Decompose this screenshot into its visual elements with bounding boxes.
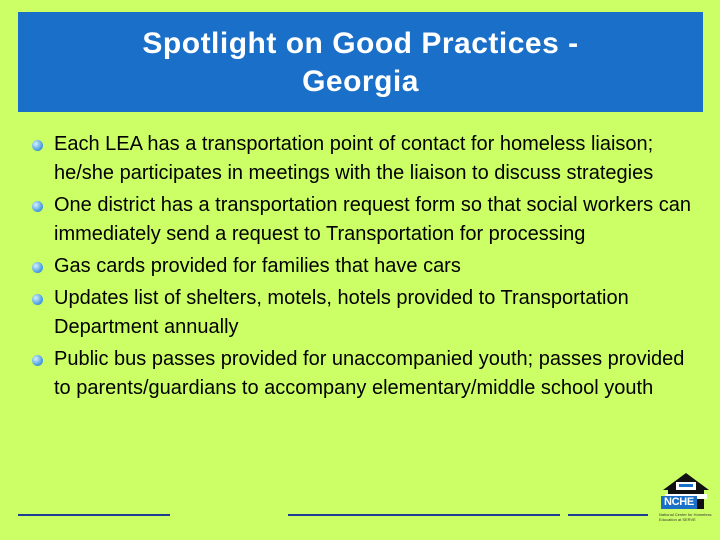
bullet-text: Public bus passes provided for unaccompanied youth; passes provided to parents/guardians to accompany elementary/middle school youth — [54, 348, 685, 399]
footer-divider — [568, 514, 648, 516]
slide-title — [142, 23, 578, 101]
bullet-dot-icon — [32, 140, 43, 151]
bullet-item — [30, 284, 700, 342]
bullet-item — [30, 191, 700, 249]
bullet-list — [30, 130, 700, 406]
bullet-text: Each LEA has a transportation point of contact for homeless liaison; he/she participates in meetings with the liaison to discuss strategies — [54, 133, 654, 184]
footer-divider — [288, 514, 560, 516]
title-line-1: Spotlight on Good Practices - — [142, 27, 579, 60]
logo-caption: National Center for Homeless Education at SERVE — [659, 512, 712, 522]
footer-divider — [18, 514, 170, 516]
bullet-text: Gas cards provided for families that have cars — [54, 255, 461, 277]
logo-wordmark: NCHE — [661, 496, 697, 509]
bullet-item — [30, 130, 700, 188]
bullet-item — [30, 252, 700, 281]
bullet-dot-icon — [32, 262, 43, 273]
bullet-text: Updates list of shelters, motels, hotels provided to Transportation Department annually — [54, 287, 629, 338]
bullet-text: One district has a transportation request form so that social workers can immediately send a request to Transportation for processing — [54, 194, 691, 245]
bullet-dot-icon — [32, 294, 43, 305]
title-bar — [18, 12, 703, 112]
bullet-dot-icon — [32, 355, 43, 366]
nche-logo — [657, 470, 715, 532]
bullet-dot-icon — [32, 201, 43, 212]
bullet-item — [30, 345, 700, 403]
title-line-2: Georgia — [302, 65, 419, 98]
